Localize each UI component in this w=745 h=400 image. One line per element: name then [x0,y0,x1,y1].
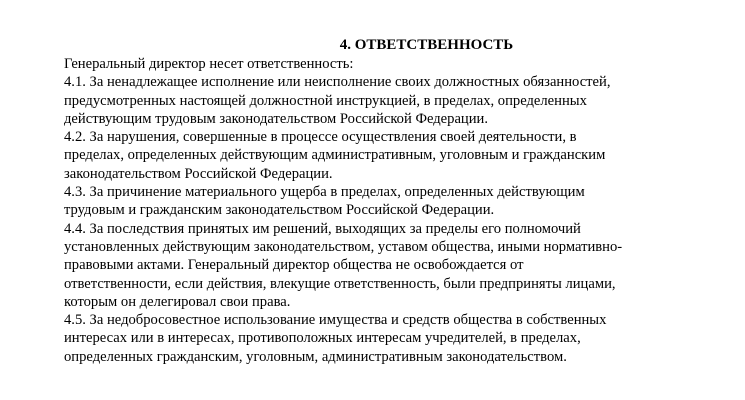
clause-4-1 [64,73,694,128]
document-section [64,36,694,366]
clause-line: действующим трудовым законодательством Российской Федерации. [64,110,489,127]
clause-line: которым он делегировал свои права. [64,293,291,310]
clause-line: интересах или в интересах, противоположных интересам учредителей, в пределах, [64,330,581,347]
clause-line: законодательством Российской Федерации. [64,165,333,182]
clause-line: 4.5. За недобросовестное использование имущества и средств общества в собственных [64,312,607,329]
clause-line: предусмотренных настоящей должностной инструкцией, в пределах, определенных [64,92,587,109]
clause-line: пределах, определенных действующим административным, уголовным и гражданским [64,147,606,164]
clause-line: 4.2. За нарушения, совершенные в процессе осуществления своей деятельности, в [64,129,577,146]
clause-4-4 [64,220,694,311]
clause-line: 4.4. За последствия принятых им решений, выходящих за пределы его полномочий [64,220,581,237]
section-title: 4. ОТВЕТСТВЕННОСТЬ [339,37,514,53]
clause-line: 4.1. За ненадлежащее исполнение или неисполнение своих должностных обязанностей, [64,74,611,91]
clause-line: ответственности, если действия, влекущие ответственность, были предприняты лицами, [64,275,616,292]
clause-line: 4.3. За причинение материального ущерба в пределах, определенных действующим [64,184,585,201]
clause-line: правовыми актами. Генеральный директор общества не освобождается от [64,257,524,274]
clause-4-3 [64,183,694,220]
section-intro: Генеральный директор несет ответственность: [64,56,354,72]
clause-line: определенных гражданским, уголовным, административным законодательством. [64,348,567,365]
clause-4-2 [64,128,694,183]
clause-line: установленных действующим законодательством, уставом общества, иными нормативно- [64,238,623,255]
clause-line: трудовым и гражданским законодательством Российской Федерации. [64,202,495,219]
clause-4-5 [64,311,694,366]
